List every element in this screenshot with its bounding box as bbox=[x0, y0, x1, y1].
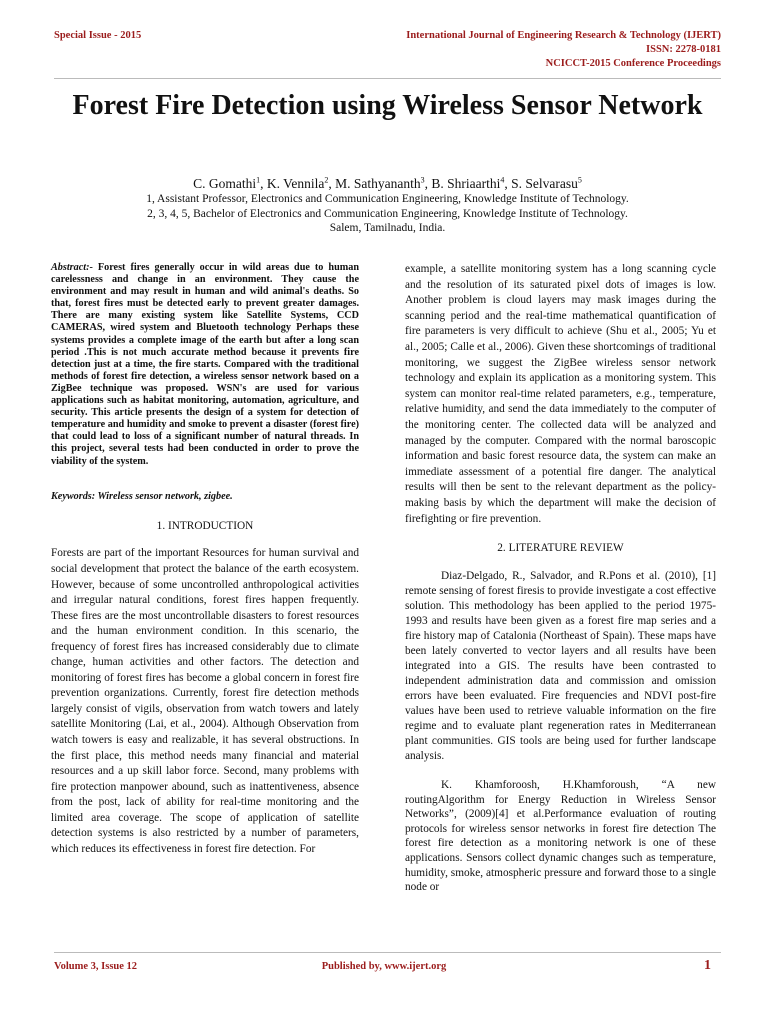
conference-proceedings: NCICCT-2015 Conference Proceedings bbox=[545, 58, 721, 69]
author-name: S. Selvarasu bbox=[511, 176, 578, 191]
affiliation-location: Salem, Tamilnadu, India. bbox=[329, 222, 446, 234]
left-column bbox=[51, 262, 359, 857]
journal-name: International Journal of Engineering Research & Technology (IJERT) bbox=[406, 30, 721, 41]
introduction-paragraph: Forests are part of the important Resources for human survival and social development that protect the balance of the earth ecosystem. However, because of some uncontrolled anthropological activities and irregular natural conditions, forest fires happen frequently. These fires are the most uncontrollable disasters to forest resources and the human environment condition. In this scenario, the frequency of forest fires has increased considerably due to climate change, human activities and other factors. The detection and monitoring of forest fires has become a global concern in forest fire prevention organizations. Currently, forest fire detection methods largely consist of vigils, observation from watch towers and lately satellite Monitoring (Lai, et al., 2004). Although Observation from watch towers is easy and realizable, it has several obstructions. In the first place, this method needs many financial and material resources and a up skill labor force. Second, many problems with fire protection manpower abound, such as inattentiveness, absence from the post, lack of ability for real-time monitoring and the limited area coverage. The scope of application of satellite detection systems is also restricted by a number of parameters, which reduces its effectiveness in forest fire detection. For bbox=[51, 547, 359, 855]
author-name: M. Sathyananth bbox=[335, 176, 421, 191]
keywords: Keywords: Wireless sensor network, zigbee. bbox=[51, 490, 233, 502]
footer-divider bbox=[54, 952, 721, 953]
author-superscript: 2 bbox=[324, 175, 329, 185]
author-superscript: 1 bbox=[256, 175, 261, 185]
author-superscript: 5 bbox=[577, 175, 582, 185]
section-heading-literature-review: 2. LITERATURE REVIEW bbox=[497, 542, 624, 555]
paper-title: Forest Fire Detection using Wireless Sensor Network bbox=[72, 90, 703, 121]
literature-paragraph: Diaz-Delgado, R., Salvador, and R.Pons et al. (2010), [1] remote sensing of forest firesis to provide investigate a cost effective solution. This methodology has been applied to the period 1975-1993 and results have been given as a forest fire map series and a fire history map of Catalonia (Northeast of Spain). These maps have been lately converted to vector layers and all results have been integrated into a GIS. The results have been contrasted to independent administration data and commission and omission errors have been evaluated. Fire frequencies and NDVI post-fire values have been used to retrieve valuable information on the fire regime and to evaluate plant regeneration rates in Mediterranean plant communities. GIS tools are being used for further landscape analysis. bbox=[405, 570, 716, 762]
affiliation-line: 1, Assistant Professor, Electronics and Communication Engineering, Knowledge Institute of Technology. bbox=[146, 193, 629, 205]
author-name: B. Shriaarthi bbox=[431, 176, 501, 191]
right-column bbox=[405, 262, 716, 895]
affiliation-line: 2, 3, 4, 5, Bachelor of Electronics and Communication Engineering, Knowledge Institute of Technology. bbox=[147, 207, 628, 220]
author-name: C. Gomathi bbox=[193, 176, 257, 191]
literature-paragraph: K. Khamforoosh, H.Khamforoush, “A new routingAlgorithm for Energy Reduction in Wireless Sensor Networks”, (2009)[4] et al.Performance evaluation of routing protocols for wireless sensor networks in forest fire detection The forest fire detection as a monitoring network is one of these applications. Sensors collect dynamic changes such as temperature, humidity, smoke, atmospheric pressure and forward those to a single node or bbox=[405, 779, 716, 894]
author-superscript: 4 bbox=[500, 175, 505, 185]
journal-header bbox=[301, 29, 721, 71]
section-heading-introduction: 1. INTRODUCTION bbox=[156, 519, 254, 532]
journal-special-issue: Special Issue - 2015 bbox=[54, 30, 142, 41]
volume-issue: Volume 3, Issue 12 bbox=[54, 961, 138, 972]
introduction-continuation: example, a satellite monitoring system has a long scanning cycle and the resolution of its saturated pixel dots of images is low. Another problem is cloud layers may mask images during the scanning period and the real-time mathematical quantification of fire parameters is very difficult to achieve (Shu et al., 2005; Yu et al., 2005; Calle et al., 2006). Given these shortcomings of traditional monitoring, we suggest the ZigBee wireless sensor network technology and explain its application as a monitoring system. This system can monitor real-time related parameters, e.g., temperature, relative humidity, and send the data immediately to the computer of the monitoring center. The collected data will be analyzed and managed by the computer. Compared with the normal baroscopic information and basic forest resource data, the system can make an immediate assessment of a potential fire danger. The analytical results will then be sent to the relevant department as the policy-making basis by which the department will make the decision of firefighting or fire prevention. bbox=[405, 263, 716, 525]
header-divider bbox=[54, 78, 721, 79]
journal-issn: ISSN: 2278-0181 bbox=[646, 44, 721, 55]
author-superscript: 3 bbox=[420, 175, 425, 185]
affiliations bbox=[54, 192, 721, 236]
abstract bbox=[51, 262, 359, 468]
abstract-label: Abstract:- bbox=[51, 262, 93, 273]
author-list: C. Gomathi$^1$, K. Vennila$^2$, M. Sathyananth$^3$, B. Shriaarthi$^4$, S. Selvarasu$^5$ bbox=[193, 175, 582, 191]
abstract-text: Forest fires generally occur in wild areas due to human carelessness and change in an environment. They cause the environment and may result in human and wild animal's deaths. So that, forest fires must be detected early to prevent greater damages. There are many existing system like Satellite Systems, CCD CAMERAS, wired system and Bluetooth technology Perhaps these systems provides a complete image of the earth but after a long scan period .This is not much accurate method because it prevents fire detection just at a time, the fire starts. Compared with the traditional methods of forest fire detection, a wireless sensor network based on a ZigBee technique was proposed. WSN's are used for various applications such as habitat monitoring, automation, agriculture, and security. This article presents the design of a system for detection of temperature and humidity and smoke to prevent a disaster (forest fire) that could lead to loss of a significant number of natural threads. In this project, several tests had been conducted in order to prove the viability of the system. bbox=[51, 262, 359, 467]
publisher: Published by, www.ijert.org bbox=[321, 961, 447, 972]
author-name: K. Vennila bbox=[266, 176, 325, 191]
page-number: 1 bbox=[704, 958, 711, 973]
